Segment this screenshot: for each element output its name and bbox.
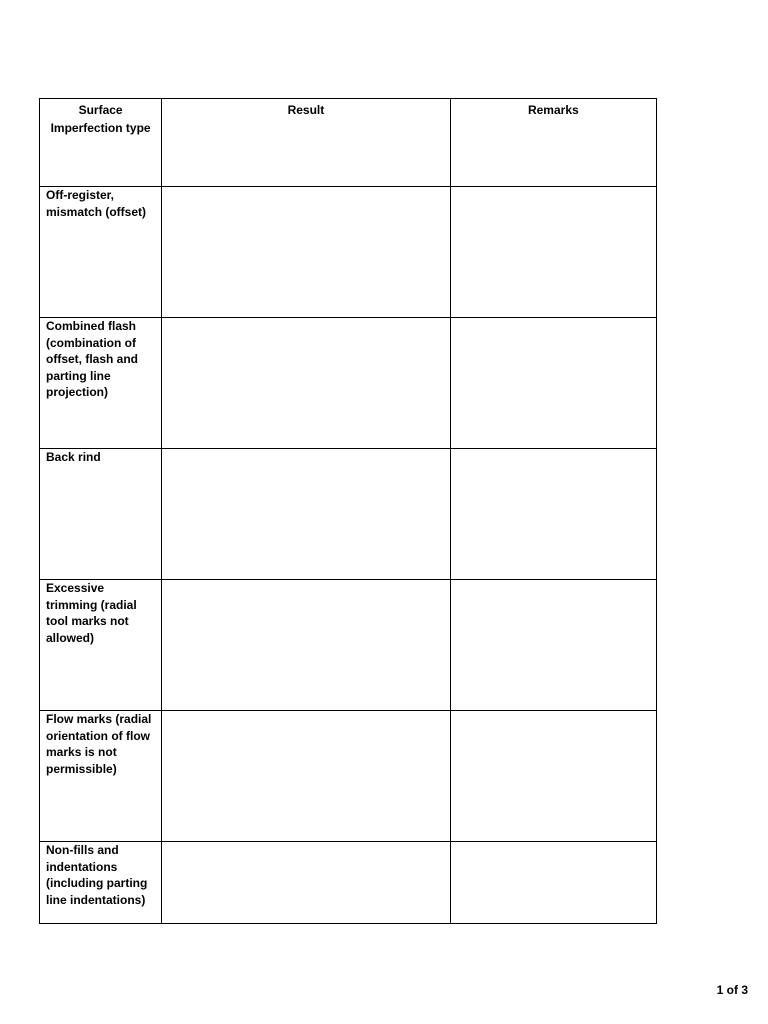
page-indicator: 1 of 3 [716,983,748,997]
header-result [162,99,450,187]
remarks-cell [450,449,656,580]
type-label: Combined flash (combination of offset, flash and parting line projection) [46,319,139,399]
result-cell [162,580,450,711]
remarks-cell [450,842,656,924]
remarks-cell [450,318,656,449]
result-cell [162,187,450,318]
header-remarks-label: Remarks [527,103,579,117]
remarks-cell [450,187,656,318]
type-label: Flow marks (radial orientation of flow marks is not permissible) [46,712,152,776]
type-label: Excessive trimming (radial tool marks not allowed) [46,581,137,645]
result-cell [162,318,450,449]
type-label: Back rind [46,450,101,464]
table-row [40,449,657,580]
type-label: Off-register, mismatch (offset) [46,188,147,219]
type-cell [40,449,162,580]
result-cell [162,842,450,924]
table-row [40,580,657,711]
result-cell [162,449,450,580]
type-cell [40,318,162,449]
result-cell [162,711,450,842]
header-remarks [450,99,656,187]
type-cell [40,711,162,842]
remarks-cell [450,580,656,711]
table-row [40,711,657,842]
header-type [40,99,162,187]
header-type-label: Surface Imperfection type [50,103,151,135]
type-cell [40,842,162,924]
type-cell [40,187,162,318]
table-row [40,187,657,318]
remarks-cell [450,711,656,842]
table-row [40,318,657,449]
header-result-label: Result [287,103,325,117]
surface-imperfection-table [39,98,657,924]
type-label: Non-fills and indentations (including parting line indentations) [46,843,148,907]
table-row [40,842,657,924]
table-header-row [40,99,657,187]
type-cell [40,580,162,711]
